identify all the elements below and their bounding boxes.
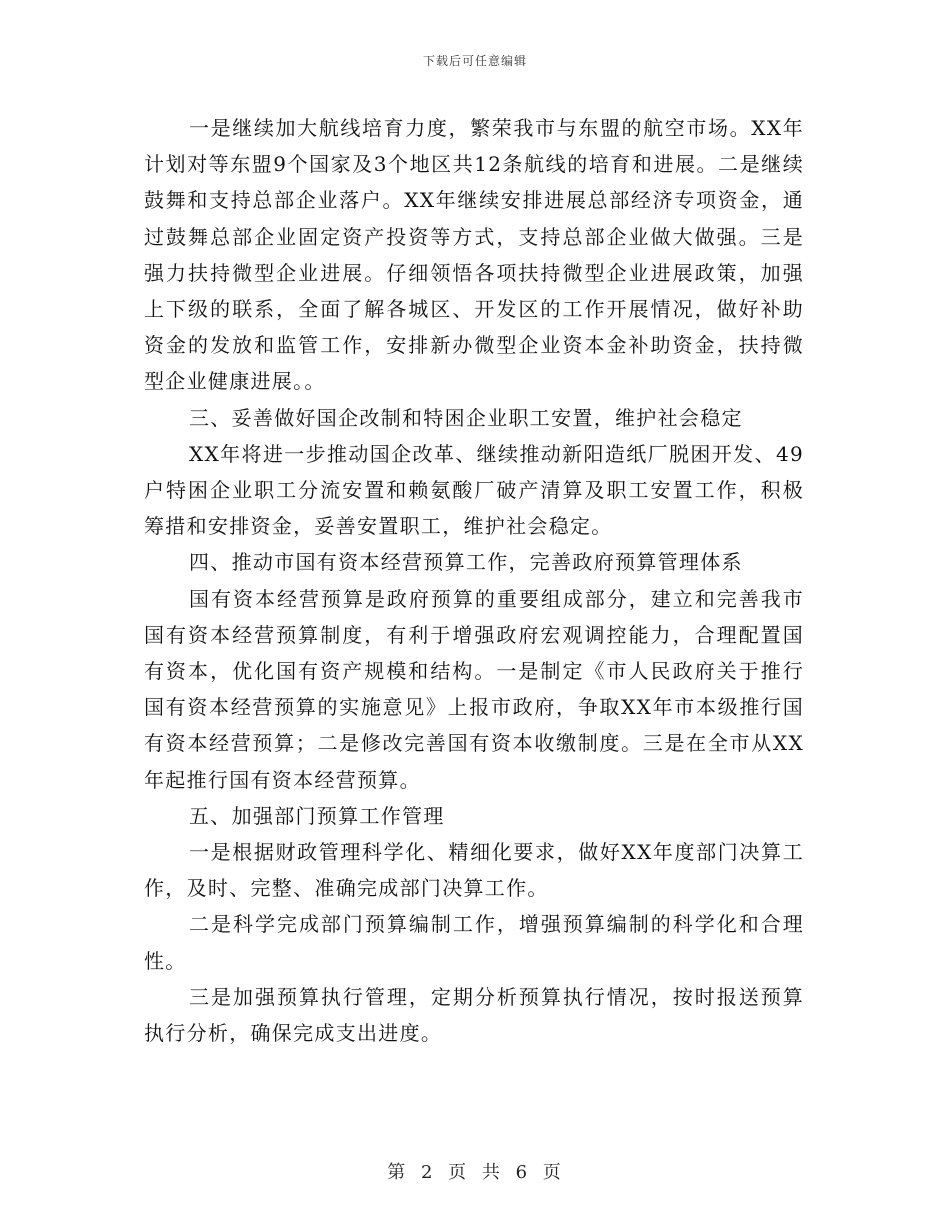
section-heading-5: 五、加强部门预算工作管理 bbox=[189, 803, 445, 828]
paragraph-2: XX年将进一步推动国企改革、继续推动新阳造纸厂脱困开发、49户特困企业职工分流安置和赖氨酸厂破产清算及职工安置工作，积极筹措和安排资金，妥善安置职工，维护社会稳定。 bbox=[144, 441, 804, 539]
section-heading-4: 四、推动市国有资本经营预算工作，完善政府预算管理体系 bbox=[189, 550, 743, 575]
section-heading-3: 三、妥善做好国企改制和特困企业职工安置，维护社会稳定 bbox=[189, 405, 743, 430]
paragraph-3: 国有资本经营预算是政府预算的重要组成部分，建立和完善我市国有资本经营预算制度，有利于增强政府宏观调控能力，合理配置国有资本，优化国有资产规模和结构。一是制定《市人民政府关于推行国有资本经营预算的实施意见》上报市政府，争取XX年市本级推行国有资本经营预算；二是修改完善国有资本收缴制度。三是在全市从XX年起推行国有资本经营预算。 bbox=[144, 586, 804, 792]
document-body bbox=[144, 110, 804, 1051]
page-header: 下载后可任意编辑 bbox=[422, 54, 527, 68]
paragraph-4: 一是根据财政管理科学化、精细化要求，做好XX年度部门决算工作，及时、完整、准确完成部门决算工作。 bbox=[144, 840, 804, 901]
paragraph-1: 一是继续加大航线培育力度，繁荣我市与东盟的航空市场。XX年计划对等东盟9个国家及3个地区共12条航线的培育和进展。二是继续鼓舞和支持总部企业落户。XX年继续安排进展总部经济专项资金，通过鼓舞总部企业固定资产投资等方式，支持总部企业做大做强。三是强力扶持微型企业进展。仔细领悟各项扶持微型企业进展政策，加强上下级的联系，全面了解各城区、开发区的工作开展情况，做好补助资金的发放和监管工作，安排新办微型企业资本金补助资金，扶持微型企业健康进展。。 bbox=[144, 116, 804, 394]
page-number-footer: 第 2 页 共 6 页 bbox=[387, 1162, 563, 1183]
paragraph-5: 二是科学完成部门预算编制工作，增强预算编制的科学化和合理性。 bbox=[144, 912, 804, 973]
paragraph-6: 三是加强预算执行管理，定期分析预算执行情况，按时报送预算执行分析，确保完成支出进度。 bbox=[144, 984, 804, 1046]
